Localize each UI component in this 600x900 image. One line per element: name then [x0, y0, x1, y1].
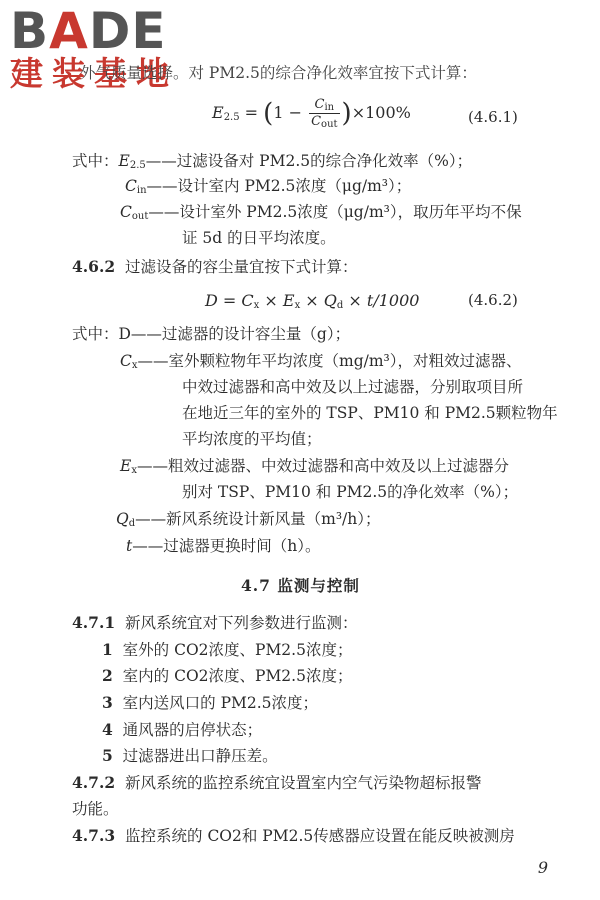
where-Ex-line2: 别对 TSP、PM10 和 PM2.5的净化效率（%）； — [182, 483, 519, 501]
where-D: 式中：D——过滤器的设计容尘量（g）； — [72, 325, 351, 343]
list-item: 2 室内的 CO2浓度、PM2.5浓度； — [102, 666, 353, 685]
clause-4-7-3: 4.7.3 监控系统的 CO2和 PM2.5传感器应设置在能反映被测房 — [72, 826, 515, 845]
equation-4-6-2: $D = C_x \times E_x \times Q_d \times t/1000$ — [205, 291, 420, 311]
clause-4-7-1: 4.7.1 新风系统宜对下列参数进行监测： — [72, 613, 358, 632]
list-item: 3 室内送风口的 PM2.5浓度； — [102, 693, 319, 712]
where-Cx-line3: 在地近三年的室外的 TSP、PM10 和 PM2.5颗粒物年 — [182, 404, 558, 422]
where-Cx-line2: 中效过滤器和高中效及以上过滤器，分别取项目所 — [182, 378, 524, 396]
where-E25: 式中：$E_{2.5}——$过滤设备对 PM2.5的综合净化效率（%）； — [72, 152, 473, 171]
intro-line: 外气质量选择。对 PM2.5的综合净化效率宜按下式计算： — [80, 64, 477, 82]
equation-number: (4.6.2) — [468, 291, 518, 309]
list-item: 5 过滤器进出口静压差。 — [102, 746, 278, 765]
section-heading: 4.7 监测与控制 — [241, 576, 360, 595]
logo-wordmark: BADE — [10, 2, 167, 60]
fraction: $\frac{C_{in}}{C_{out}}$ — [311, 97, 338, 130]
where-Cx: $C_x——$室外颗粒物年平均浓度（mg/m³），对粗效过滤器、 — [120, 352, 522, 371]
equation-4-6-1: $E_{2.5} = (1$ − $\frac{C_{in}}{C_{out}}$ )×100% — [212, 97, 411, 130]
list-item: 4 通风器的启停状态； — [102, 720, 263, 739]
logo-subtitle: 建装基地 — [10, 54, 178, 93]
equation-number: (4.6.1) — [468, 108, 518, 126]
clause-4-6-2: 4.6.2 过滤设备的容尘量宜按下式计算： — [72, 257, 358, 276]
where-Qd: $Q_d——$新风系统设计新风量（m³/h）； — [116, 510, 381, 529]
where-Cin: $C_{in}——$设计室内 PM2.5浓度（μg/m³）； — [125, 177, 412, 196]
clause-4-7-2-cont: 功能。 — [72, 800, 119, 818]
list-item: 1 室外的 CO2浓度、PM2.5浓度； — [102, 640, 353, 659]
where-Cx-line4: 平均浓度的平均值； — [182, 430, 322, 448]
where-Ex: $E_x——$粗效过滤器、中效过滤器和高中效及以上过滤器分 — [120, 457, 509, 476]
clause-4-7-2: 4.7.2 新风系统的监控系统宜设置室内空气污染物超标报警 — [72, 773, 482, 792]
where-t: t——过滤器更换时间（h）。 — [126, 537, 321, 555]
page-number: 9 — [537, 858, 548, 877]
where-Cout-cont: 证 5d 的日平均浓度。 — [182, 229, 336, 247]
where-Cout: $C_{out}——$设计室外 PM2.5浓度（μg/m³），取历年平均不保 — [120, 203, 522, 222]
